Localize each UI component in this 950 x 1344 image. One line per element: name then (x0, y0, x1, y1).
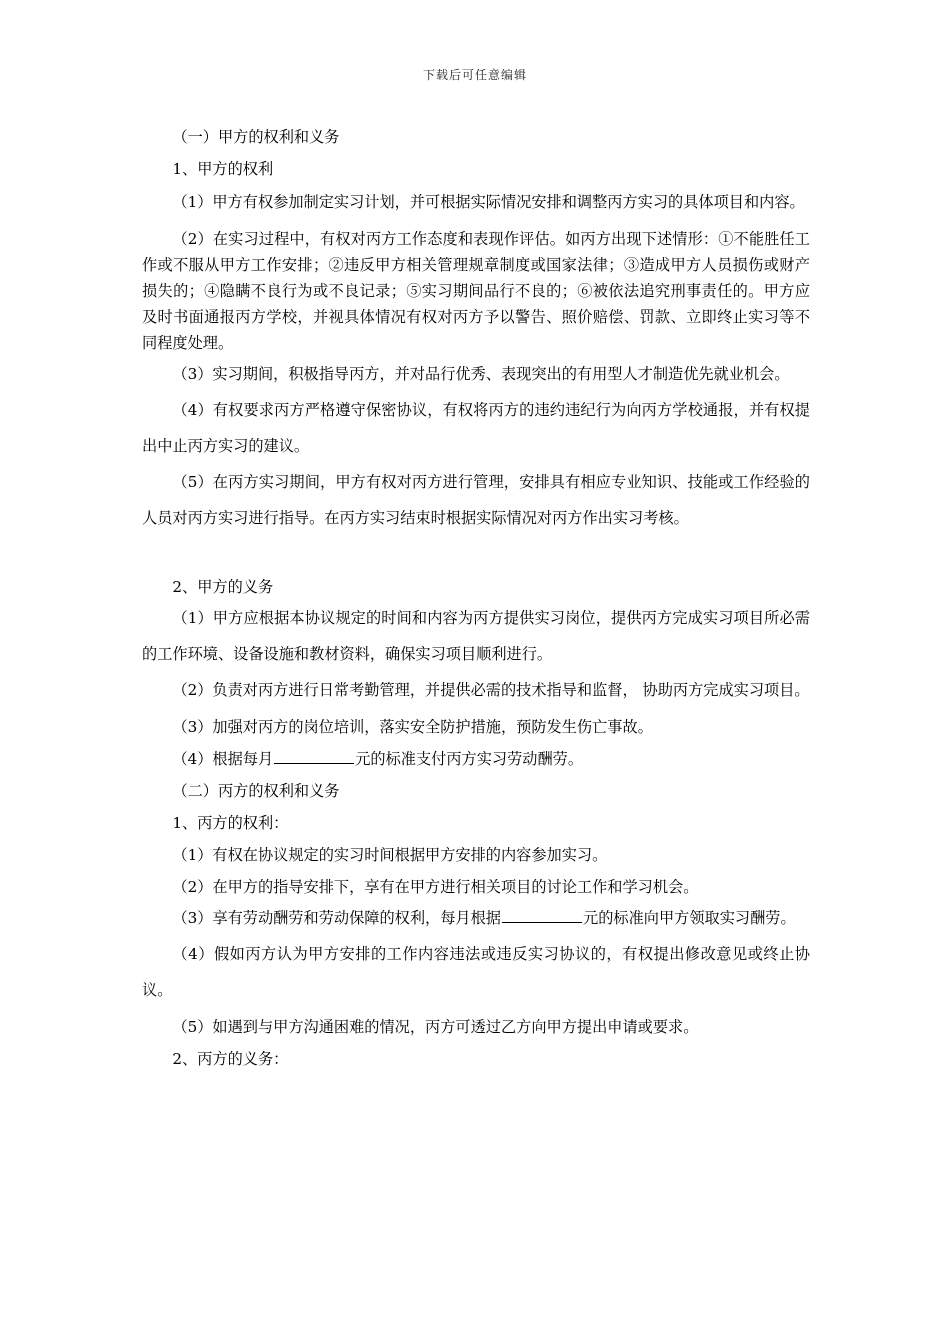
paragraph-a-obligation-4 (142, 746, 810, 772)
pay-blank (502, 907, 582, 923)
paragraph-c-right-1: （1）有权在协议规定的实习时间根据甲方安排的内容参加实习。 (172, 846, 608, 864)
paragraph-c-right-3 (142, 900, 810, 936)
paragraph-a-obligation-3: （3）加强对丙方的岗位培训，落实安全防护措施，预防发生伤亡事故。 (172, 718, 653, 736)
c-right-3-before: （3）享有劳动酬劳和劳动保障的权利，每月根据 (172, 909, 501, 927)
a-obligation-4-before: （4）根据每月 (172, 750, 274, 768)
paragraph-a-right-5: （5）在丙方实习期间，甲方有权对丙方进行管理，安排具有相应专业知识、技能或工作经验的人员对丙方实习进行指导。在丙方实习结束时根据实际情况对丙方作出实习考核。 (142, 473, 810, 527)
paragraph-c-right-2: （2）在甲方的指导安排下，享有在甲方进行相关项目的讨论工作和学习机会。 (172, 878, 699, 896)
paragraph-a-obligation-2: （2）负责对丙方进行日常考勤管理，并提供必需的技术指导和监督， 协助丙方完成实习项目。 (172, 681, 810, 699)
subheading-party-a-rights: 1、甲方的权利 (172, 160, 274, 178)
subheading-party-a-obligations: 2、甲方的义务 (172, 578, 274, 596)
subheading-party-c-rights: 1、丙方的权利： (172, 814, 289, 832)
paragraph-a-right-3: （3）实习期间，积极指导丙方，并对品行优秀、表现突出的有用型人才制造优先就业机会。 (172, 365, 790, 383)
section-heading-party-a: （一）甲方的权利和义务 (172, 128, 340, 146)
subheading-party-c-obligations: 2、丙方的义务： (172, 1050, 289, 1068)
a-obligation-4-after: 元的标准支付丙方实习劳动酬劳。 (355, 750, 583, 768)
paragraph-c-right-5: （5）如遇到与甲方沟通困难的情况，丙方可透过乙方向甲方提出申请或要求。 (172, 1018, 699, 1036)
paragraph-a-right-2: （2）在实习过程中，有权对丙方工作态度和表现作评估。如丙方出现下述情形：①不能胜任工作或不服从甲方工作安排；②违反甲方相关管理规章制度或国家法律；③造成甲方人员损伤或财产损失的；④隐瞒不良行为或不良记录；⑤实习期间品行不良的；⑥被依法追究刑事责任的。甲方应及时书面通报丙方学校，并视具体情况有权对丙方予以警告、照价赔偿、罚款、立即终止实习等不同程度处理。 (142, 230, 810, 352)
paragraph-a-right-4: （4）有权要求丙方严格遵守保密协议，有权将丙方的违约违纪行为向丙方学校通报，并有权提出中止丙方实习的建议。 (142, 401, 810, 455)
paragraph-a-right-1: （1）甲方有权参加制定实习计划，并可根据实际情况安排和调整丙方实习的具体项目和内容。 (172, 193, 805, 211)
page-header: 下载后可任意编辑 (422, 68, 527, 82)
wage-blank (274, 748, 354, 764)
paragraph-a-obligation-1: （1）甲方应根据本协议规定的时间和内容为丙方提供实习岗位，提供丙方完成实习项目所必需的工作环境、设备设施和教材资料，确保实习项目顺利进行。 (142, 609, 810, 663)
section-heading-party-c: （二）丙方的权利和义务 (172, 782, 340, 800)
document-body (142, 124, 810, 1072)
c-right-3-after: 元的标准向甲方领取实习酬劳。 (583, 909, 796, 927)
paragraph-c-right-4: （4）假如丙方认为甲方安排的工作内容违法或违反实习协议的，有权提出修改意见或终止协议。 (142, 945, 810, 999)
